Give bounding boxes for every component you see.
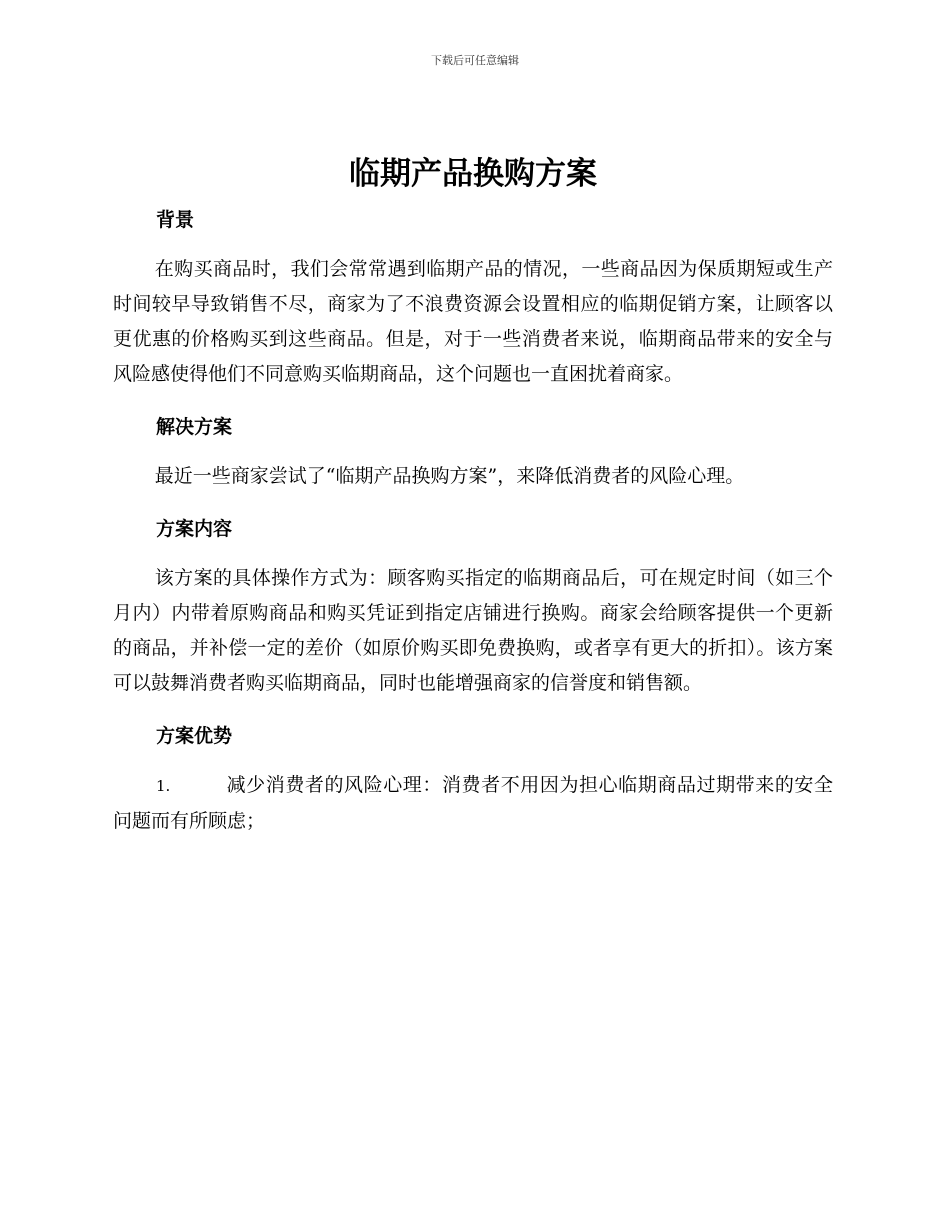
spacer (113, 392, 833, 407)
page-title: 临期产品换购方案 (349, 156, 597, 192)
paragraph-content: 该方案的具体操作方式为：顾客购买指定的临期商品后，可在规定时间（如三个月内）内带着原购商品和购买凭证到指定店铺进行换购。商家会给顾客提供一个更新的商品，并补偿一定的差价（如原价购买即免费换购，或者享有更大的折扣）。该方案可以鼓舞消费者购买临期商品，同时也能增强商家的信誉度和销售额。 (113, 567, 833, 694)
spacer (113, 756, 833, 768)
list-item-number: 1. (156, 777, 171, 795)
document-body (113, 148, 833, 839)
list-item (113, 768, 833, 839)
paragraph-solution: 最近一些商家尝试了“临期产品换购方案”，来降低消费者的风险心理。 (154, 465, 745, 487)
section-heading-content: 方案内容 (156, 518, 233, 540)
spacer (113, 240, 833, 252)
spacer (113, 549, 833, 561)
section-heading-solution: 解决方案 (156, 416, 233, 438)
paragraph-background: 在购买商品时，我们会常常遇到临期产品的情况，一些商品因为保质期短或生产时间较早导致销售不尽，商家为了不浪费资源会设置相应的临期促销方案，让顾客以更优惠的价格购买到这些商品。但是，对于一些消费者来说，临期商品带来的安全与风险感使得他们不同意购买临期商品，这个问题也一直困扰着商家。 (113, 258, 833, 385)
spacer (113, 494, 833, 509)
section-heading-advantages: 方案优势 (156, 725, 233, 747)
list-item-text: 减少消费者的风险心理：消费者不用因为担心临期商品过期带来的安全问题而有所顾虑； (113, 774, 833, 832)
spacer (113, 447, 833, 459)
header-note: 下载后可任意编辑 (431, 54, 519, 67)
section-heading-background: 背景 (156, 209, 195, 231)
spacer (113, 701, 833, 716)
